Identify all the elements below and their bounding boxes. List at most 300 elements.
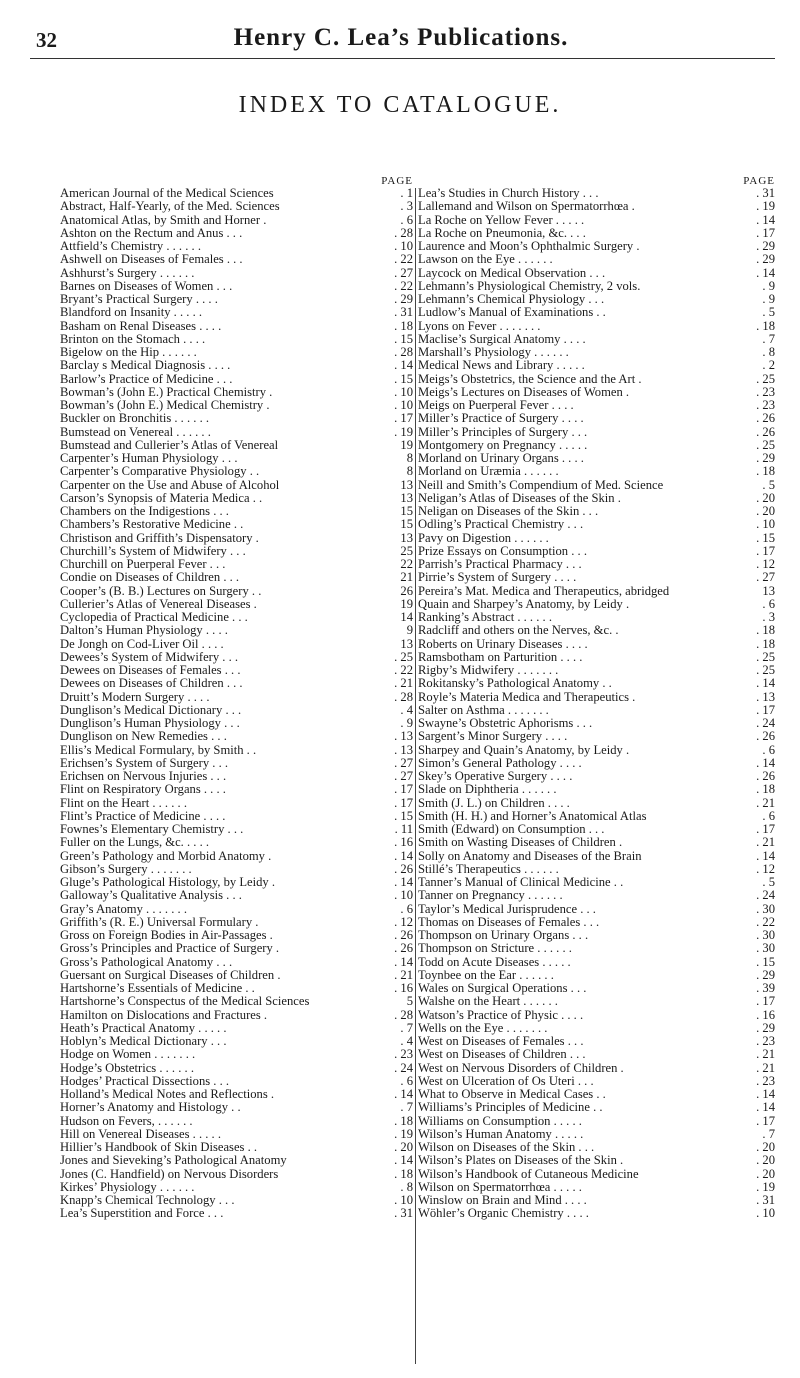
entry-title: Skey’s Operative Surgery . . . . bbox=[418, 770, 573, 783]
entry-title: Pirrie’s System of Surgery . . . . bbox=[418, 571, 577, 585]
entry-title: Dewees’s System of Midwifery . . . bbox=[60, 650, 239, 664]
entry-page: 21 bbox=[400, 570, 413, 585]
entry-page: . 24 bbox=[756, 888, 775, 903]
entry-page: . 14 bbox=[394, 875, 413, 889]
entry-page: . 21 bbox=[394, 967, 413, 982]
index-entry bbox=[418, 995, 775, 1008]
index-entry bbox=[418, 532, 775, 545]
index-title: INDEX TO CATALOGUE. bbox=[238, 92, 562, 118]
entry-page: . 30 bbox=[756, 928, 775, 942]
index-entry bbox=[60, 1194, 413, 1207]
entry-title: Carpenter’s Comparative Physiology . . bbox=[60, 465, 260, 479]
entry-page: . 26 bbox=[394, 861, 413, 876]
entry-title: Bowman’s (John E.) Medical Chemistry . bbox=[60, 399, 270, 412]
entry-page: . 13 bbox=[394, 729, 413, 744]
entry-page: 5 bbox=[406, 994, 413, 1009]
entry-page: . 6 bbox=[400, 212, 413, 227]
index-entry bbox=[60, 1101, 413, 1114]
index-entry bbox=[418, 969, 775, 982]
entry-title: Knapp’s Chemical Technology . . . bbox=[60, 1194, 235, 1207]
index-entry bbox=[418, 850, 775, 863]
index-entry bbox=[60, 757, 413, 770]
index-entry bbox=[418, 598, 775, 611]
entry-page: . 17 bbox=[394, 795, 413, 810]
entry-page: . 25 bbox=[394, 649, 413, 664]
entry-title: Erichsen on Nervous Injuries . . . bbox=[60, 770, 227, 783]
entry-page: . 21 bbox=[756, 1047, 775, 1062]
entry-page: 22 bbox=[400, 557, 413, 571]
index-entry bbox=[60, 585, 413, 598]
index-entry bbox=[418, 227, 775, 240]
entry-page: . 39 bbox=[756, 981, 775, 995]
entry-title: Winslow on Brain and Mind . . . . bbox=[418, 1194, 587, 1207]
entry-page: . 17 bbox=[756, 822, 775, 836]
entry-title: Buckler on Bronchitis . . . . . . bbox=[60, 412, 210, 426]
index-entry bbox=[418, 611, 775, 624]
index-entry bbox=[418, 624, 775, 637]
index-entry bbox=[60, 571, 413, 584]
entry-title: Slade on Diphtheria . . . . . . bbox=[418, 783, 557, 797]
entry-title: Ellis’s Medical Formulary, by Smith . . bbox=[60, 743, 257, 757]
index-entry bbox=[418, 386, 775, 399]
entry-title: Wales on Surgical Operations . . . bbox=[418, 982, 587, 995]
index-entry bbox=[60, 903, 413, 916]
entry-title: Attfield’s Chemistry . . . . . . bbox=[60, 240, 201, 253]
entry-title: Hoblyn’s Medical Dictionary . . . bbox=[60, 1035, 227, 1048]
entry-page: . 20 bbox=[756, 490, 775, 505]
index-entry bbox=[60, 995, 413, 1008]
index-entry bbox=[418, 492, 775, 505]
entry-title: Sargent’s Minor Surgery . . . . bbox=[418, 730, 568, 744]
entry-page: . 15 bbox=[756, 954, 775, 969]
entry-title: Meigs on Puerperal Fever . . . . bbox=[418, 399, 574, 412]
entry-page: . 18 bbox=[394, 318, 413, 333]
entry-title: Parrish’s Practical Pharmacy . . . bbox=[418, 558, 582, 571]
index-entry bbox=[418, 916, 775, 929]
entry-page: 13 bbox=[400, 636, 413, 651]
entry-page: . 6 bbox=[400, 901, 413, 916]
entry-title: Blandford on Insanity . . . . . bbox=[60, 306, 203, 320]
entry-title: Chambers on the Indigestions . . . bbox=[60, 505, 229, 518]
entry-title: Carson’s Synopsis of Materia Medica . . bbox=[60, 491, 263, 505]
entry-page: . 30 bbox=[756, 941, 775, 956]
index-entry bbox=[60, 412, 413, 425]
entry-title: West on Diseases of Females . . . bbox=[418, 1035, 584, 1048]
index-entry bbox=[418, 306, 775, 319]
entry-title: Gross on Foreign Bodies in Air-Passages . bbox=[60, 929, 273, 942]
index-entry bbox=[60, 1141, 413, 1154]
index-entry bbox=[418, 200, 775, 213]
index-entry bbox=[60, 1009, 413, 1022]
entry-page: 8 bbox=[406, 464, 413, 479]
index-entry bbox=[418, 333, 775, 346]
entry-title: Barnes on Diseases of Women . . . bbox=[60, 279, 233, 293]
entry-title: Medical News and Library . . . . . bbox=[418, 359, 585, 373]
entry-title: Pereira’s Mat. Medica and Therapeutics, abridged bbox=[418, 584, 670, 598]
entry-page: . 5 bbox=[762, 477, 775, 492]
entry-title: Bowman’s (John E.) Practical Chemistry . bbox=[60, 385, 273, 399]
index-entry bbox=[418, 187, 775, 200]
entry-title: Holland’s Medical Notes and Reflections . bbox=[60, 1088, 275, 1101]
entry-page: . 25 bbox=[756, 371, 775, 386]
entry-page: . 28 bbox=[394, 689, 413, 704]
entry-page: . 2 bbox=[762, 358, 775, 373]
entry-title: Carpenter’s Human Physiology . . . bbox=[60, 452, 238, 465]
index-entry bbox=[418, 1088, 775, 1101]
index-entry bbox=[60, 982, 413, 995]
entry-title: Lawson on the Eye . . . . . . bbox=[418, 253, 553, 267]
index-entry bbox=[418, 585, 775, 598]
entry-title: Dunglison’s Human Physiology . . . bbox=[60, 717, 240, 730]
index-entry bbox=[418, 704, 775, 717]
entry-page: . 14 bbox=[756, 755, 775, 770]
entry-title: Todd on Acute Diseases . . . . . bbox=[418, 955, 571, 969]
entry-title: Hartshorne’s Conspectus of the Medical Sciences bbox=[60, 995, 310, 1009]
index-entry bbox=[60, 677, 413, 690]
entry-title: Neill and Smith’s Compendium of Med. Science bbox=[418, 478, 664, 492]
index-entry bbox=[418, 744, 775, 757]
entry-title: Watson’s Practice of Physic . . . . bbox=[418, 1008, 584, 1022]
entry-title: Churchill on Puerperal Fever . . . bbox=[60, 558, 226, 571]
entry-title: Hillier’s Handbook of Skin Diseases . . bbox=[60, 1141, 258, 1154]
entry-page: . 26 bbox=[756, 729, 775, 744]
index-entry bbox=[60, 823, 413, 836]
index-entry bbox=[60, 717, 413, 730]
entry-page: . 26 bbox=[394, 928, 413, 942]
index-entry bbox=[60, 956, 413, 969]
entry-page: . 20 bbox=[756, 504, 775, 518]
entry-page: . 20 bbox=[756, 1153, 775, 1168]
entry-page: . 29 bbox=[756, 1020, 775, 1035]
entry-page: . 10 bbox=[756, 1206, 775, 1221]
index-entry bbox=[60, 850, 413, 863]
index-entry bbox=[418, 1075, 775, 1088]
entry-page: . 28 bbox=[394, 345, 413, 359]
entry-title: Rigby’s Midwifery . . . . . . . bbox=[418, 664, 559, 677]
entry-page: . 14 bbox=[394, 954, 413, 969]
index-entry bbox=[60, 333, 413, 346]
entry-title: Chambers’s Restorative Medicine . . bbox=[60, 518, 244, 532]
index-entry bbox=[418, 280, 775, 293]
index-entry bbox=[418, 1128, 775, 1141]
index-entry bbox=[60, 611, 413, 624]
entry-title: Swayne’s Obstetric Aphorisms . . . bbox=[418, 717, 593, 730]
entry-title: Lea’s Superstition and Force . . . bbox=[60, 1207, 224, 1221]
index-entry bbox=[60, 1128, 413, 1141]
entry-page: . 18 bbox=[756, 318, 775, 333]
entry-title: Neligan’s Atlas of Diseases of the Skin . bbox=[418, 491, 621, 505]
entry-title: Taylor’s Medical Jurisprudence . . . bbox=[418, 902, 596, 916]
entry-title: Salter on Asthma . . . . . . . bbox=[418, 703, 549, 717]
entry-title: Stillé’s Therapeutics . . . . . . bbox=[418, 862, 559, 876]
entry-title: Thompson on Stricture . . . . . . bbox=[418, 942, 572, 956]
entry-page: . 29 bbox=[756, 967, 775, 982]
entry-title: Churchill’s System of Midwifery . . . bbox=[60, 544, 246, 558]
index-entry bbox=[418, 956, 775, 969]
entry-title: Lehmann’s Chemical Physiology . . . bbox=[418, 293, 605, 306]
index-entry bbox=[60, 346, 413, 359]
index-entry bbox=[418, 730, 775, 743]
index-entry bbox=[418, 677, 775, 690]
entry-title: Tanner’s Manual of Clinical Medicine . . bbox=[418, 876, 624, 889]
entry-title: Miller’s Principles of Surgery . . . bbox=[418, 425, 588, 439]
entry-page: . 8 bbox=[400, 1179, 413, 1194]
index-entry bbox=[60, 439, 413, 452]
entry-page: . 17 bbox=[756, 225, 775, 240]
entry-title: Smith (H. H.) and Horner’s Anatomical Atlas bbox=[418, 809, 647, 823]
index-entry bbox=[418, 240, 775, 253]
entry-page: 25 bbox=[400, 543, 413, 558]
entry-page: . 10 bbox=[756, 517, 775, 532]
entry-page: . 18 bbox=[756, 623, 775, 638]
index-entry bbox=[60, 518, 413, 531]
index-entry bbox=[60, 306, 413, 319]
entry-page: 19 bbox=[400, 596, 413, 611]
entry-title: American Journal of the Medical Sciences bbox=[60, 187, 274, 200]
entry-page: . 4 bbox=[400, 702, 413, 717]
entry-page: . 18 bbox=[394, 1166, 413, 1181]
entry-title: Smith (J. L.) on Children . . . . bbox=[418, 796, 570, 810]
entry-title: Condie on Diseases of Children . . . bbox=[60, 571, 240, 585]
index-entry bbox=[60, 876, 413, 889]
entry-title: Cooper’s (B. B.) Lectures on Surgery . . bbox=[60, 584, 262, 598]
entry-page: . 26 bbox=[756, 769, 775, 783]
index-entry bbox=[60, 730, 413, 743]
index-entry bbox=[418, 1194, 775, 1207]
entry-page: . 16 bbox=[756, 1007, 775, 1022]
entry-title: Bigelow on the Hip . . . . . . bbox=[60, 346, 197, 359]
index-entry bbox=[60, 227, 413, 240]
entry-title: Sharpey and Quain’s Anatomy, by Leidy . bbox=[418, 743, 630, 757]
entry-page: . 7 bbox=[400, 1020, 413, 1035]
entry-title: Gibson’s Surgery . . . . . . . bbox=[60, 862, 192, 876]
entry-title: Morland on Uræmia . . . . . . bbox=[418, 465, 559, 479]
entry-page: 26 bbox=[400, 583, 413, 598]
index-entry bbox=[418, 638, 775, 651]
entry-title: Simon’s General Pathology . . . . bbox=[418, 756, 582, 770]
index-entry bbox=[418, 359, 775, 372]
index-entry bbox=[418, 426, 775, 439]
entry-page: . 24 bbox=[394, 1060, 413, 1075]
entry-title: Bumstead and Cullerier’s Atlas of Venereal bbox=[60, 438, 279, 452]
entry-title: Prize Essays on Consumption . . . bbox=[418, 544, 587, 558]
index-entry bbox=[418, 942, 775, 955]
page-column-label: PAGE bbox=[381, 175, 413, 187]
index-entry bbox=[418, 1101, 775, 1114]
index-entry bbox=[418, 452, 775, 465]
entry-page: . 19 bbox=[394, 1126, 413, 1141]
entry-page: . 18 bbox=[756, 464, 775, 479]
entry-title: Lallemand and Wilson on Spermatorrhœa . bbox=[418, 200, 635, 214]
entry-title: Gluge’s Pathological Histology, by Leidy . bbox=[60, 876, 276, 889]
entry-page: . 14 bbox=[394, 1153, 413, 1168]
entry-title: Christison and Griffith’s Dispensatory . bbox=[60, 531, 259, 545]
index-entry bbox=[60, 1035, 413, 1048]
entry-page: . 18 bbox=[756, 636, 775, 651]
header-rule bbox=[30, 58, 775, 59]
index-entry bbox=[418, 1154, 775, 1167]
entry-title: Hudson on Fevers, . . . . . . bbox=[60, 1114, 193, 1128]
index-entry bbox=[60, 863, 413, 876]
index-entry bbox=[60, 1075, 413, 1088]
entry-title: Solly on Anatomy and Diseases of the Brain bbox=[418, 849, 642, 863]
entry-title: What to Observe in Medical Cases . . bbox=[418, 1088, 606, 1101]
entry-page: . 17 bbox=[756, 543, 775, 558]
entry-title: Fownes’s Elementary Chemistry . . . bbox=[60, 823, 244, 836]
entry-title: La Roche on Pneumonia, &c. . . . bbox=[418, 226, 586, 240]
index-entry bbox=[418, 518, 775, 531]
index-entry bbox=[418, 1062, 775, 1075]
index-entry bbox=[418, 757, 775, 770]
entry-page: . 7 bbox=[400, 1100, 413, 1115]
entry-title: Pavy on Digestion . . . . . . bbox=[418, 531, 549, 545]
entry-title: Ashton on the Rectum and Anus . . . bbox=[60, 226, 243, 240]
entry-page: . 5 bbox=[762, 875, 775, 889]
index-entry bbox=[60, 386, 413, 399]
entry-page: . 18 bbox=[394, 1113, 413, 1128]
entry-page: . 20 bbox=[756, 1166, 775, 1181]
entry-page: . 16 bbox=[394, 835, 413, 850]
entry-page: . 7 bbox=[762, 1126, 775, 1141]
index-entry bbox=[418, 664, 775, 677]
index-entry bbox=[418, 346, 775, 359]
entry-title: Ranking’s Abstract . . . . . . bbox=[418, 611, 552, 624]
entry-title: Gray’s Anatomy . . . . . . . bbox=[60, 902, 187, 916]
entry-title: Abstract, Half-Yearly, of the Med. Sciences bbox=[60, 200, 280, 214]
index-entry bbox=[418, 545, 775, 558]
entry-page: . 21 bbox=[756, 835, 775, 850]
index-entry bbox=[60, 545, 413, 558]
entry-title: Ashwell on Diseases of Females . . . bbox=[60, 253, 243, 267]
entry-title: De Jongh on Cod-Liver Oil . . . . bbox=[60, 637, 224, 651]
entry-page: . 14 bbox=[756, 212, 775, 227]
entry-page: . 19 bbox=[394, 424, 413, 439]
entry-page: . 31 bbox=[756, 1193, 775, 1207]
entry-title: Erichsen’s System of Surgery . . . bbox=[60, 756, 229, 770]
entry-page: . 14 bbox=[756, 848, 775, 863]
entry-page: . 10 bbox=[394, 239, 413, 253]
entry-title: Brinton on the Stomach . . . . bbox=[60, 332, 206, 346]
entry-title: Jones and Sieveking’s Pathological Anatomy bbox=[60, 1154, 287, 1168]
entry-page: . 10 bbox=[394, 398, 413, 412]
entry-title: Barclay s Medical Diagnosis . . . . bbox=[60, 359, 231, 373]
entry-page: . 27 bbox=[756, 570, 775, 585]
entry-page: . 29 bbox=[756, 451, 775, 465]
entry-title: Thompson on Urinary Organs . . . bbox=[418, 929, 589, 942]
entry-title: Gross’s Principles and Practice of Surgery . bbox=[60, 942, 280, 956]
entry-title: Bryant’s Practical Surgery . . . . bbox=[60, 293, 218, 306]
entry-page: . 17 bbox=[756, 994, 775, 1009]
entry-page: . 9 bbox=[400, 716, 413, 730]
index-entry bbox=[418, 836, 775, 849]
entry-page: . 28 bbox=[394, 1007, 413, 1022]
index-entry bbox=[418, 1207, 775, 1220]
entry-page: . 29 bbox=[756, 252, 775, 267]
entry-title: Barlow’s Practice of Medicine . . . bbox=[60, 372, 233, 386]
entry-title: Hodge on Women . . . . . . . bbox=[60, 1048, 196, 1062]
entry-title: Flint on the Heart . . . . . . bbox=[60, 796, 187, 810]
index-entry bbox=[60, 783, 413, 796]
index-entry bbox=[60, 465, 413, 478]
index-entry bbox=[60, 505, 413, 518]
entry-page: . 15 bbox=[394, 808, 413, 823]
index-entry bbox=[60, 1048, 413, 1061]
column-divider bbox=[415, 188, 416, 1364]
index-entry bbox=[418, 399, 775, 412]
entry-title: Neligan on Diseases of the Skin . . . bbox=[418, 505, 599, 518]
index-entry bbox=[418, 717, 775, 730]
entry-title: Marshall’s Physiology . . . . . . bbox=[418, 346, 569, 359]
entry-page: . 15 bbox=[394, 371, 413, 386]
index-entry bbox=[60, 691, 413, 704]
index-entry bbox=[60, 889, 413, 902]
entry-page: . 14 bbox=[756, 676, 775, 691]
index-entry bbox=[60, 810, 413, 823]
index-entry bbox=[60, 399, 413, 412]
index-entry bbox=[418, 293, 775, 306]
index-entry bbox=[418, 412, 775, 425]
entry-page: . 11 bbox=[394, 822, 413, 836]
index-entry bbox=[60, 664, 413, 677]
index-entry bbox=[418, 1048, 775, 1061]
entry-title: Cullerier’s Atlas of Venereal Diseases . bbox=[60, 597, 257, 611]
index-entry bbox=[418, 783, 775, 796]
index-entry bbox=[418, 810, 775, 823]
entry-title: Royle’s Materia Medica and Therapeutics . bbox=[418, 690, 636, 704]
index-entry bbox=[60, 1115, 413, 1128]
entry-title: Fuller on the Lungs, &c. . . . . bbox=[60, 836, 210, 850]
entry-title: West on Ulceration of Os Uteri . . . bbox=[418, 1074, 594, 1088]
index-entry bbox=[418, 929, 775, 942]
entry-page: . 17 bbox=[394, 411, 413, 426]
index-entry bbox=[418, 770, 775, 783]
index-entry bbox=[418, 1009, 775, 1022]
entry-page: . 25 bbox=[756, 663, 775, 677]
index-entry bbox=[60, 1022, 413, 1035]
index-entry bbox=[418, 253, 775, 266]
entry-page: . 20 bbox=[756, 1140, 775, 1154]
index-entry bbox=[60, 426, 413, 439]
entry-page: . 31 bbox=[756, 186, 775, 200]
entry-title: Wilson’s Human Anatomy . . . . . bbox=[418, 1127, 584, 1141]
index-entry bbox=[418, 1115, 775, 1128]
entry-page: . 12 bbox=[756, 861, 775, 876]
entry-page: . 22 bbox=[756, 914, 775, 929]
entry-title: Cyclopedia of Practical Medicine . . . bbox=[60, 611, 248, 624]
entry-title: Dunglison’s Medical Dictionary . . . bbox=[60, 703, 242, 717]
page-number: 32 bbox=[36, 28, 57, 52]
entry-page: . 28 bbox=[394, 225, 413, 240]
entry-title: Williams’s Principles of Medicine . . bbox=[418, 1101, 603, 1115]
entry-page: . 6 bbox=[762, 742, 775, 757]
entry-title: Thomas on Diseases of Females . . . bbox=[418, 915, 600, 929]
index-entry bbox=[60, 200, 413, 213]
entry-title: Wells on the Eye . . . . . . . bbox=[418, 1021, 548, 1035]
entry-title: Hamilton on Dislocations and Fractures . bbox=[60, 1008, 268, 1022]
index-entry bbox=[418, 439, 775, 452]
index-entry bbox=[418, 505, 775, 518]
entry-page: . 24 bbox=[756, 716, 775, 730]
entry-page: 9 bbox=[406, 623, 413, 638]
index-entry bbox=[60, 1062, 413, 1075]
entry-title: Wilson on Diseases of the Skin . . . bbox=[418, 1141, 595, 1154]
index-entry bbox=[60, 214, 413, 227]
entry-page: . 14 bbox=[756, 1100, 775, 1115]
index-entry bbox=[418, 863, 775, 876]
entry-page: . 17 bbox=[756, 702, 775, 717]
entry-page: . 17 bbox=[394, 782, 413, 797]
index-entry bbox=[60, 1088, 413, 1101]
